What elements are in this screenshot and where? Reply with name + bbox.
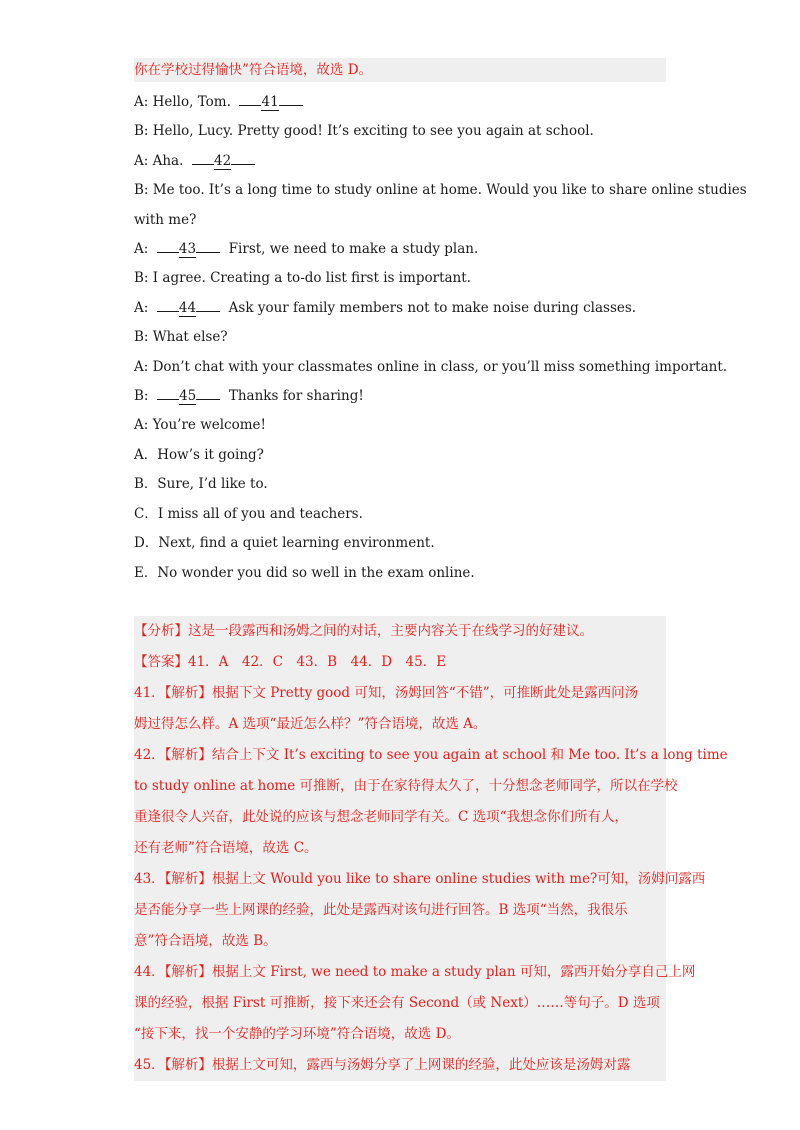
dialogue-line <box>134 176 747 205</box>
dialogue-text: Me too. It’s a long time to study online at home. Would you like to share online studies <box>148 182 747 199</box>
speaker-label: B: <box>134 329 149 346</box>
option-item: E．No wonder you did so well in the exam online. <box>134 564 475 581</box>
answer-blank[interactable] <box>157 300 220 316</box>
dialogue-text: Ask your family members not to make noise during classes. <box>220 299 637 316</box>
answer-blank[interactable] <box>157 241 220 257</box>
analysis-line: “接下来，找一个安静的学习环境”符合语境，故选 D。 <box>134 1026 460 1042</box>
blank-number: 44 <box>178 299 197 316</box>
answer-blank[interactable] <box>157 388 220 404</box>
dialogue-line <box>134 264 666 293</box>
dialogue-line <box>134 235 666 264</box>
answer-blank[interactable] <box>192 153 255 169</box>
analysis-line: to study online at home 可推断，由于在家待得太久了，十分想念老师同学，所以在学校 <box>134 778 678 794</box>
dialogue-text: What else? <box>148 329 228 346</box>
analysis-line: 43．【解析】根据上文 Would you like to share online studies with me?可知，汤姆问露西 <box>134 871 706 887</box>
dialogue-line <box>134 353 728 382</box>
blank-number: 43 <box>178 241 197 258</box>
dialogue-text: Hello, Lucy. Pretty good! It’s exciting to see you again at school. <box>148 123 594 140</box>
dialogue-line <box>134 88 666 117</box>
option-item: D．Next, find a quiet learning environment. <box>134 535 435 552</box>
analysis-section <box>134 616 728 1081</box>
analysis-line: 意”符合语境，故选 B。 <box>134 933 277 949</box>
dialogue-text: Don’t chat with your classmates online in class, or you’ll miss something important. <box>148 358 728 375</box>
speaker-label: B: <box>134 182 149 199</box>
dialogue-text: I agree. Creating a to-do list first is important. <box>148 270 471 287</box>
dialogue-line <box>134 117 666 146</box>
analysis-line: 41．【解析】根据下文 Pretty good 可知，汤姆回答“不错”，可推断此处是露西问汤 <box>134 685 639 701</box>
analysis-line: 姆过得怎么样。A 选项“最近怎么样？”符合语境，故选 A。 <box>134 716 487 732</box>
dialogue-text: with me? <box>134 211 197 228</box>
blank-number: 42 <box>213 152 232 169</box>
speaker-label: B: <box>134 388 149 405</box>
speaker-label: B: <box>134 123 149 140</box>
dialogue-line <box>134 294 666 323</box>
speaker-label: B: <box>134 270 149 287</box>
option-item: A．How’s it going? <box>134 446 264 463</box>
dialogue-text: You’re welcome! <box>148 417 266 434</box>
dialogue-text: Hello, Tom. <box>148 94 231 110</box>
dialogue-line <box>134 147 666 176</box>
analysis-line: 【答案】41．A 42．C 43．B 44．D 45．E <box>134 654 447 670</box>
speaker-label: A: <box>134 358 149 375</box>
option-item: B．Sure, I’d like to. <box>134 476 268 493</box>
document-body <box>134 58 747 588</box>
analysis-line: 课的经验，根据 First 可推断，接下来还会有 Second（或 Next）……等句子。D 选项 <box>134 995 660 1011</box>
analysis-line: 42．【解析】结合上下文 It’s exciting to see you again at school 和 Me too. It’s a long time <box>134 747 728 763</box>
dialogue-line <box>134 411 666 440</box>
speaker-label: A: <box>134 417 149 434</box>
analysis-line: 还有老师”符合语境，故选 C。 <box>134 840 318 856</box>
analysis-line: 重逢很令人兴奋，此处说的应该与想念老师同学有关。C 选项“我想念你们所有人， <box>134 809 629 825</box>
speaker-label: A: <box>134 299 149 316</box>
speaker-label: A: <box>134 94 149 110</box>
dialogue-text: First, we need to make a study plan. <box>220 241 479 258</box>
blank-number: 45 <box>179 388 197 405</box>
speaker-label: A: <box>134 152 149 169</box>
dialogue-line <box>134 382 666 411</box>
dialogue-line <box>134 206 666 235</box>
speaker-label: A: <box>134 241 149 258</box>
answer-blank[interactable] <box>239 94 302 110</box>
analysis-line: 【分析】这是一段露西和汤姆之间的对话，主要内容关于在线学习的好建议。 <box>134 623 593 639</box>
options-list <box>134 441 666 588</box>
analysis-line: 是否能分享一些上网课的经验，此处是露西对该句进行回答。B 选项“当然，我很乐 <box>134 902 628 918</box>
analysis-line: 45．【解析】根据上文可知，露西与汤姆分享了上网课的经验，此处应该是汤姆对露 <box>134 1057 631 1073</box>
dialogue <box>134 88 747 441</box>
option-item: C．I miss all of you and teachers. <box>134 505 363 522</box>
previous-explanation-tail: 你在学校过得愉快”符合语境，故选 D。 <box>134 58 666 82</box>
blank-number: 41 <box>261 94 279 110</box>
dialogue-text: Thanks for sharing! <box>220 388 364 405</box>
dialogue-text: Aha. <box>148 152 184 169</box>
analysis-line: 44．【解析】根据上文 First, we need to make a study plan 可知，露西开始分享自己上网 <box>134 964 696 980</box>
dialogue-line <box>134 323 666 352</box>
